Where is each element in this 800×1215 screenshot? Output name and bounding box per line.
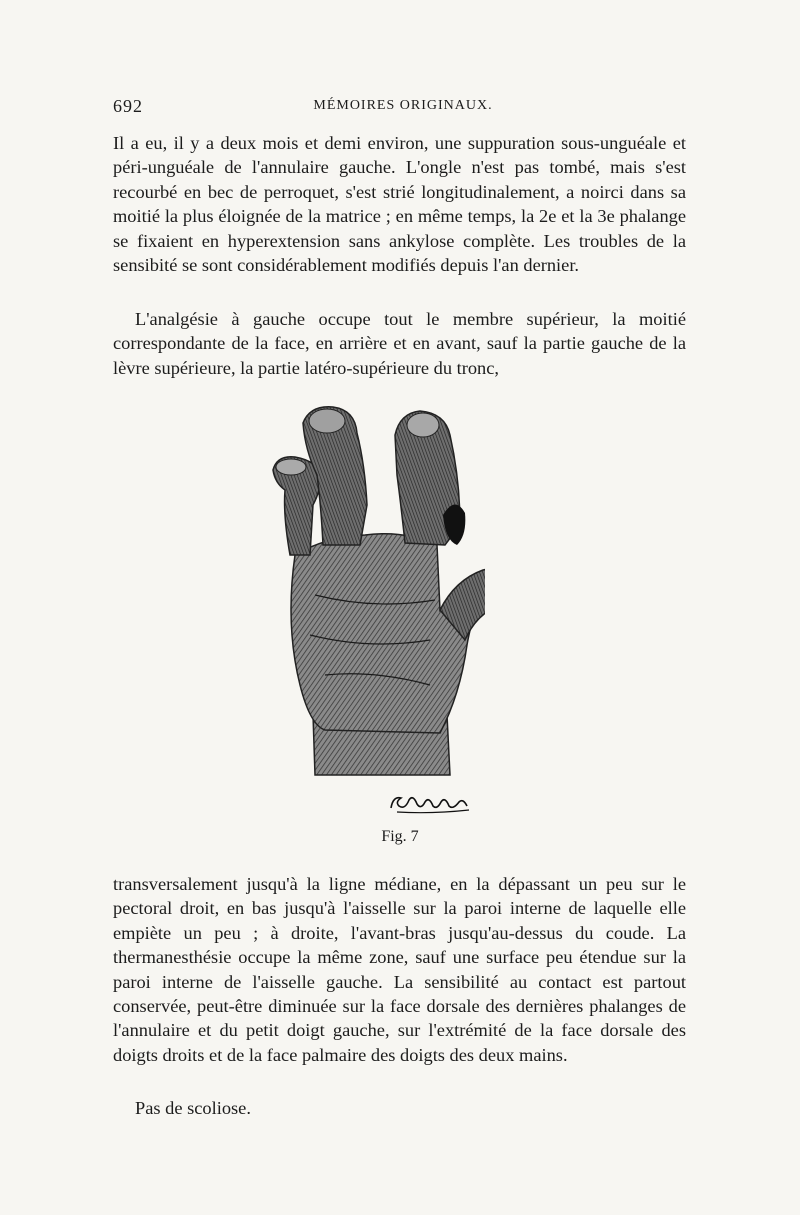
signature-icon bbox=[387, 790, 472, 816]
running-head: MÉMOIRES ORIGINAUX. bbox=[313, 98, 493, 113]
paragraph-2 bbox=[113, 307, 686, 380]
paragraph-1: Il a eu, il y a deux mois et demi environ, une suppuration sous-unguéale et péri-unguéale de l'annulaire gauche. L'ongle n'est pas tombé, mais s'est recourbé en bec de perroquet, s'est strié longitudinalement, a noirci dans sa moitié la plus éloignée de la matrice ; en même temps, la 2e et la 3e phalange se fixaient en hyperextension sans ankylose complète. Les troubles de la sensibité se sont considérablement modifiés depuis l'an dernier. bbox=[113, 133, 686, 276]
paragraph-2-text: L'analgésie à gauche occupe tout le membre supérieur, la moitié correspondante de la face, en arrière et en avant, sauf la partie gauche de la lèvre supérieure, la partie latéro-supérieure du tronc, bbox=[113, 309, 686, 378]
page-header bbox=[113, 96, 693, 120]
paragraph-3: transversalement jusqu'à la ligne médiane, en la dépassant un peu sur le pectoral droit, en bas jusqu'à l'aisselle sur la paroi interne de laquelle elle empiète un peu ; à droite, l'avant-bras jusqu'au-dessus du coude. La thermanesthésie occupe la même zone, sauf une surface peu étendue sur la paroi interne de l'aisselle gauche. La sensibilité au contact est partout conservée, peut-être diminuée sur la face dorsale des dernières phalanges de l'annulaire et du petit doigt gauche, sur l'extrémité de la face dorsale des doigts droits et de la face palmaire des doigts des deux mains. bbox=[113, 874, 686, 1065]
hand-engraving-icon bbox=[255, 395, 485, 815]
hand-engraving-figure bbox=[255, 395, 485, 815]
paragraph-4-text: Pas de scoliose. bbox=[135, 1098, 251, 1118]
engraver-signature bbox=[387, 790, 472, 816]
page-number: 692 bbox=[113, 96, 143, 116]
figure-caption: Fig. 7 bbox=[381, 828, 419, 845]
paragraph-4 bbox=[113, 1096, 686, 1120]
